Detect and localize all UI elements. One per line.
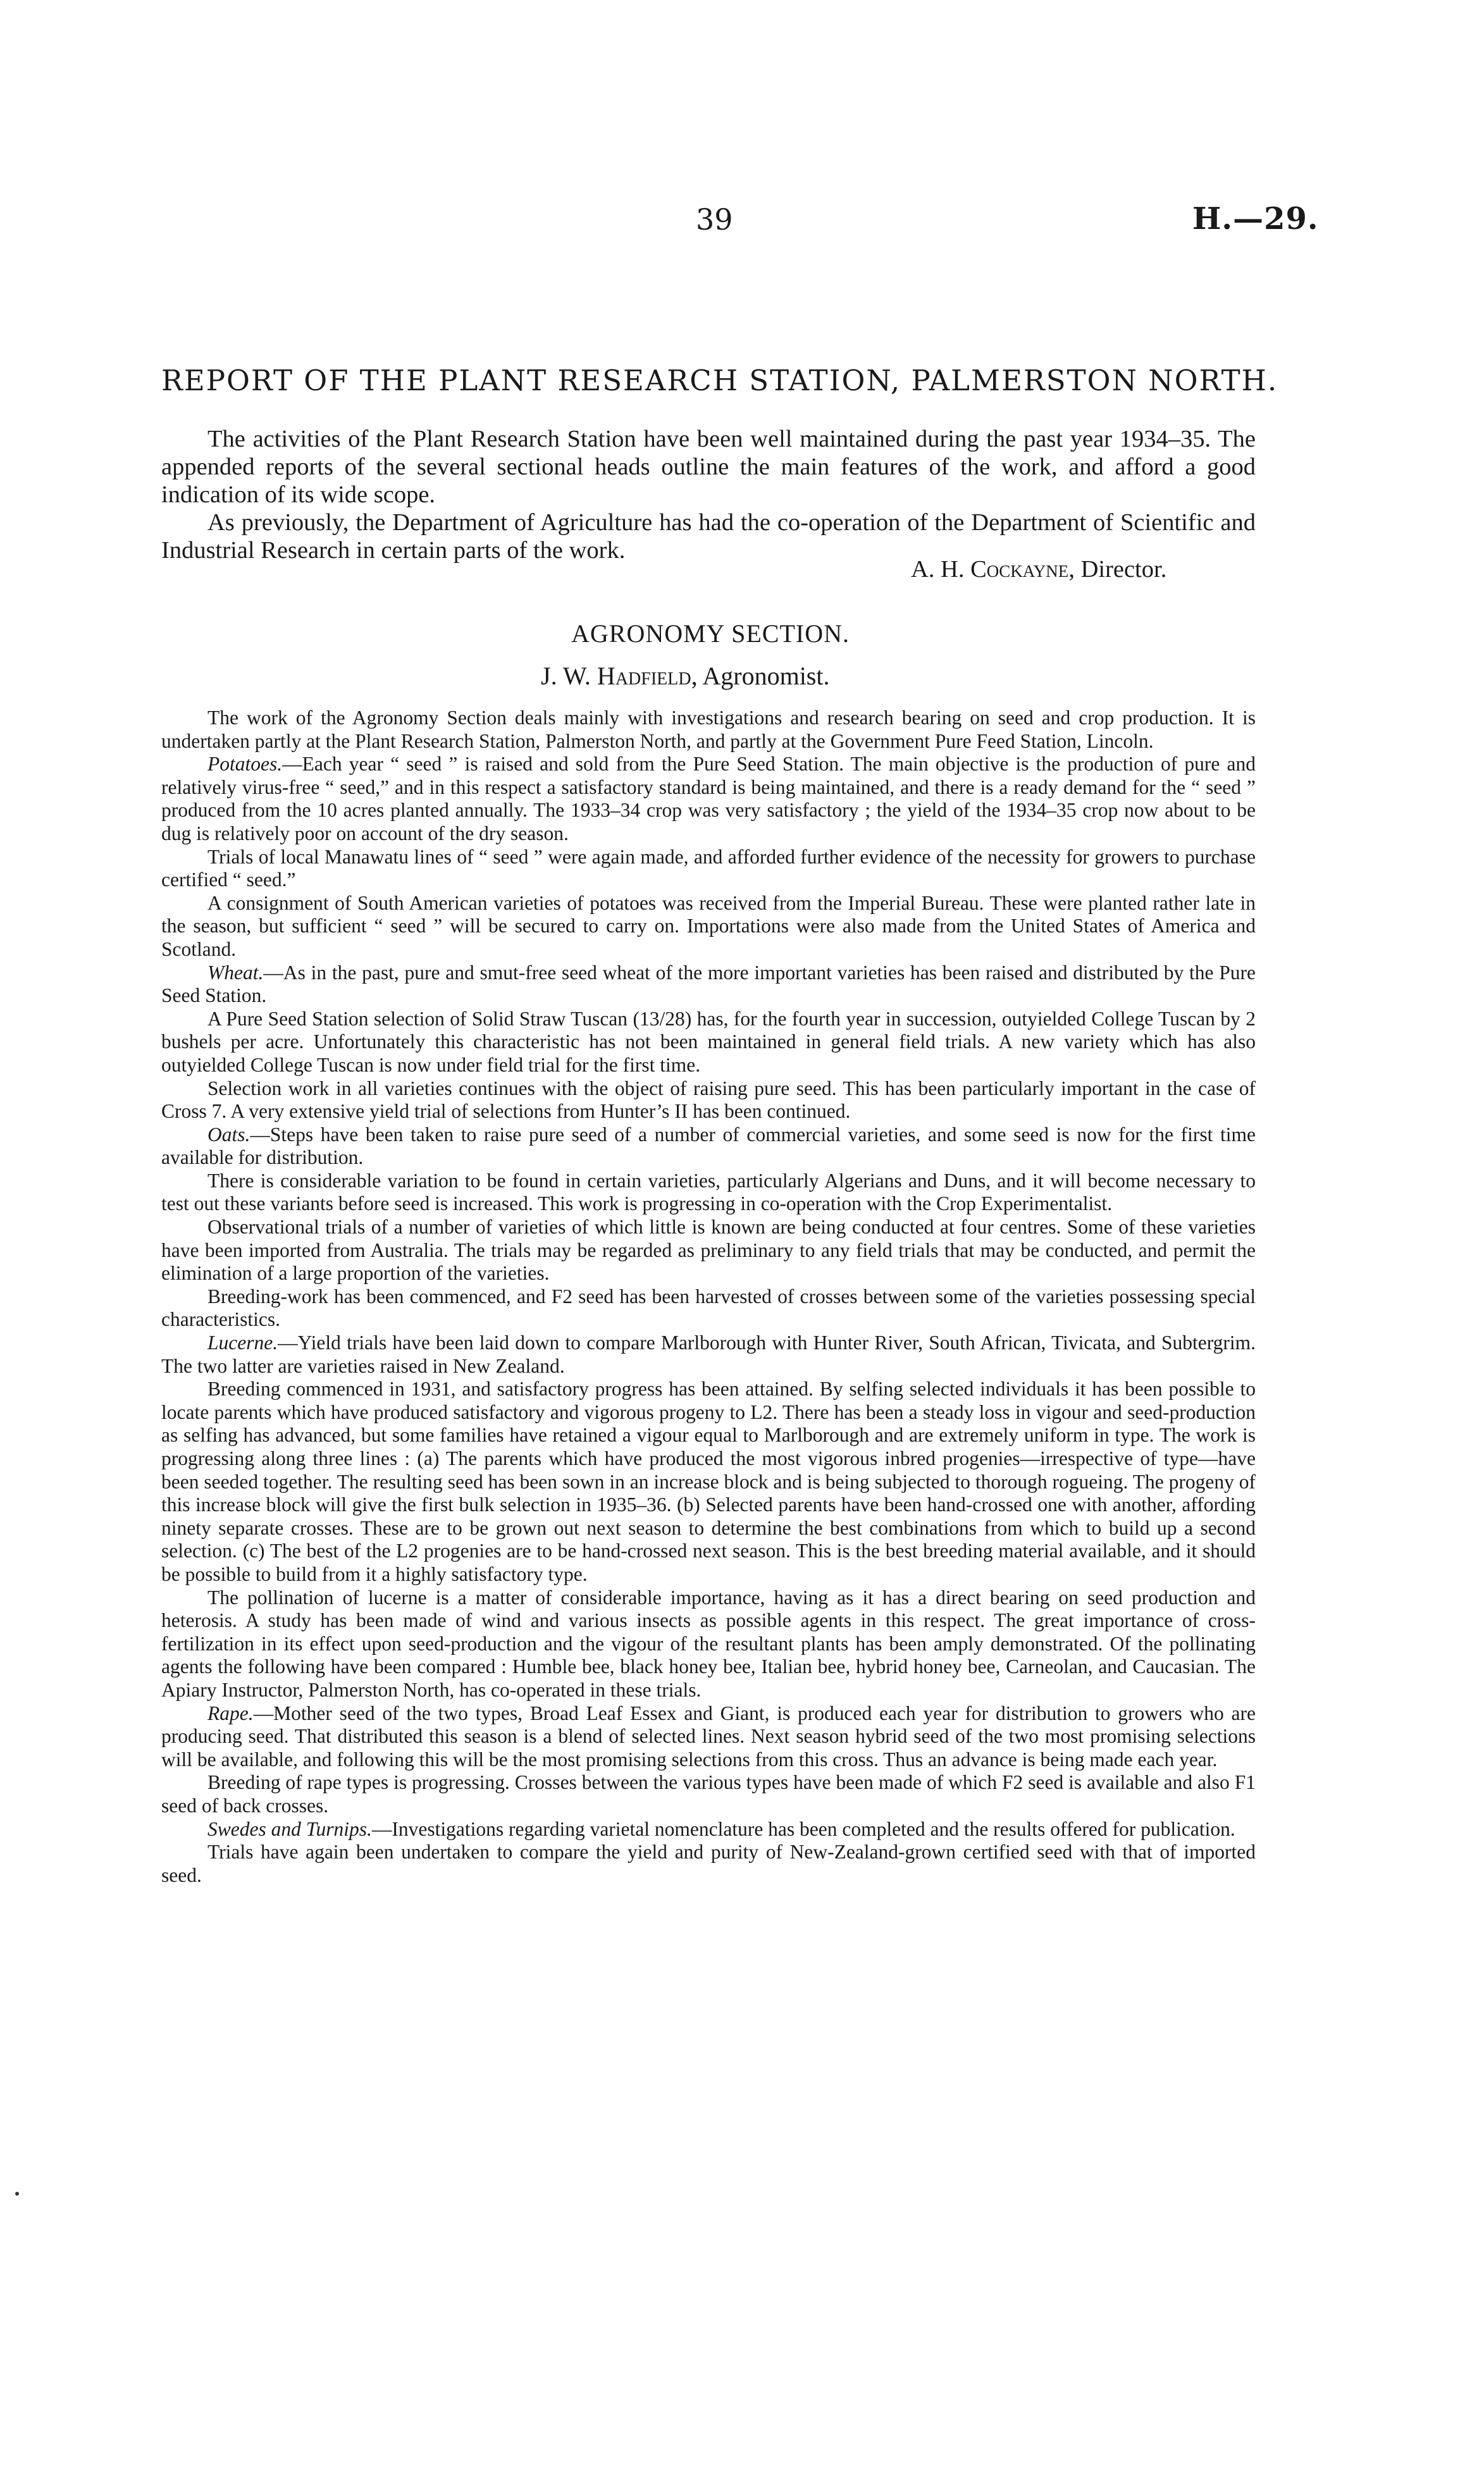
body-paragraph (161, 961, 1256, 1008)
paragraph-text: The work of the Agronomy Section deals mainly with investigations and research bearing on seed and crop production. It is undertaken partly at the Plant Research Station, Palmerston North, and partly at the Government Pure Feed Station, Lincoln. (161, 707, 1256, 752)
document-reference: H.—29. (1192, 201, 1319, 237)
body-paragraph (161, 1818, 1256, 1841)
body-paragraph (161, 1008, 1256, 1077)
paragraph-text: Selection work in all varieties continues with the object of raising pure seed. This has been particularly important in the case of Cross 7. A very extensive yield trial of selections from Hunter’s II has been continued. (161, 1077, 1256, 1123)
paragraph-lead-heading: Oats. (207, 1123, 250, 1146)
paragraph-lead-heading: Wheat. (207, 961, 264, 984)
paragraph-text: Trials have again been undertaken to compare the yield and purity of New-Zealand-grown certified seed with that of imported seed. (161, 1841, 1256, 1886)
body-paragraph (161, 1586, 1256, 1702)
body-paragraph (161, 1702, 1256, 1772)
paragraph-text: There is considerable variation to be found in certain varieties, particularly Algerians and Duns, and it will become necessary to test out these variants before seed is increased. This work is progressing in co-operation with the Crop Experimentalist. (161, 1169, 1256, 1215)
body-paragraph (161, 1841, 1256, 1887)
paragraph-lead-heading: Lucerne. (207, 1332, 278, 1354)
report-introduction (161, 425, 1256, 564)
report-title: REPORT OF THE PLANT RESEARCH STATION, PALMERSTON NORTH. (161, 364, 1278, 397)
paragraph-text: —Steps have been taken to raise pure seed of a number of commercial varieties, and some seed is now for the first time available for distribution. (161, 1123, 1256, 1169)
paragraph-text: Trials of local Manawatu lines of “ seed ” were again made, and afforded further evidence of the necessity for growers to purchase certified “ seed.” (161, 845, 1256, 891)
paragraph-text: —As in the past, pure and smut-free seed wheat of the more important varieties has been raised and distributed by the Pure Seed Station. (161, 961, 1256, 1007)
body-paragraph (161, 1123, 1256, 1170)
body-paragraph (161, 1332, 1256, 1378)
author-name: J. W. Hadfield (541, 662, 691, 690)
paragraph-text: —Yield trials have been laid down to compare Marlborough with Hunter River, South African, Tivicata, and Subtergrim. The two latter are varieties raised in New Zealand. (161, 1332, 1256, 1377)
director-signature (911, 555, 1166, 583)
author-role: , Agronomist. (691, 662, 830, 690)
signature-name: A. H. Cockayne (911, 556, 1069, 583)
paragraph-text: The pollination of lucerne is a matter of considerable importance, having as it has a direct bearing on seed production and heterosis. A study has been made of wind and various insects as possible agents in this respect. The great importance of cross-fertilization in its effect upon seed-production and the vigour of the resultant plants has been amply demonstrated. Of the pollinating agents the following have been compared : Humble bee, black honey bee, Italian bee, hybrid honey bee, Carneolan, and Caucasian. The Apiary Instructor, Palmerston North, has co-operated in these trials. (161, 1586, 1256, 1701)
paragraph-lead-heading: Rape. (207, 1702, 254, 1724)
paragraph-text: —Investigations regarding varietal nomenclature has been completed and the results offered for publication. (371, 1817, 1235, 1840)
paragraph-text: Breeding commenced in 1931, and satisfactory progress has been attained. By selfing selected individuals it has been possible to locate parents which have produced satisfactory and vigorous progeny to L2. There has been a steady loss in vigour and seed-production as selfing has advanced, but some families have retained a vigour equal to Marlborough and are extremely uniform in type. The work is progressing along three lines : (a) The parents which have produced the most vigorous inbred progenies—irrespective of type—have been seeded together. The resulting seed has been sown in an increase block and is being subjected to thorough rogueing. The progeny of this increase block will give the first bulk selection in 1935–36. (b) Selected parents have been hand-crossed one with another, affording ninety separate crosses. These are to be grown out next season to determine the best combinations from which to build up a second selection. (c) The best of the L2 progenies are to be hand-crossed next season. This is the best breeding material available, and it should be possible to build from it a highly satisfactory type. (161, 1378, 1256, 1585)
signature-role: , Director. (1068, 556, 1167, 583)
section-title: AGRONOMY SECTION. (571, 619, 850, 648)
body-paragraph (161, 707, 1256, 753)
paragraph-lead-heading: Swedes and Turnips. (207, 1817, 372, 1840)
paragraph-text: Observational trials of a number of varieties of which little is known are being conducted at four centres. Some of these varieties have been imported from Australia. The trials may be regarded as preliminary to any field trials that may be conducted, and permit the elimination of a large proportion of the varieties. (161, 1216, 1256, 1285)
page-number: 39 (696, 202, 733, 237)
paragraph-lead-heading: Potatoes. (207, 753, 283, 776)
paragraph-text: Breeding of rape types is progressing. Crosses between the various types have been made of which F2 seed is available and also F1 seed of back crosses. (161, 1771, 1256, 1817)
paragraph-text: —Each year “ seed ” is raised and sold from the Pure Seed Station. The main objective is the production of pure and relatively virus-free “ seed,” and in this respect a satisfactory standard is being maintained, and there is a ready demand for the “ seed ” produced from the 10 acres planted annually. The 1933–34 crop was very satisfactory ; the yield of the 1934–35 crop now about to be dug is relatively poor on account of the dry season. (161, 753, 1256, 844)
body-paragraph (161, 1285, 1256, 1332)
body-paragraph (161, 1771, 1256, 1817)
body-paragraph (161, 846, 1256, 892)
section-author (541, 661, 829, 691)
margin-mark (15, 2192, 19, 2196)
body-paragraph (161, 1170, 1256, 1216)
intro-paragraph: As previously, the Department of Agriculture has had the co-operation of the Department of Scientific and Industrial Research in certain parts of the work. (161, 509, 1256, 564)
intro-paragraph: The activities of the Plant Research Station have been well maintained during the past year 1934–35. The appended reports of the several sectional heads outline the main features of the work, and afford a good indication of its wide scope. (161, 426, 1256, 508)
paragraph-text: A consignment of South American varieties of potatoes was received from the Imperial Bureau. These were planted rather late in the season, but sufficient “ seed ” will be secured to carry on. Importations were also made from the United States of America and Scotland. (161, 891, 1256, 960)
paragraph-text: —Mother seed of the two types, Broad Leaf Essex and Giant, is produced each year for distribution to growers who are producing seed. That distributed this season is a blend of selected lines. Next season hybrid seed of the two most promising selections will be available, and following this will be the most promising selections from this cross. Thus an advance is being made each year. (161, 1702, 1256, 1771)
paragraph-text: Breeding-work has been commenced, and F2 seed has been harvested of crosses between some of the varieties possessing special characteristics. (161, 1285, 1256, 1331)
body-paragraph (161, 1378, 1256, 1586)
body-paragraph (161, 1077, 1256, 1123)
body-paragraph (161, 753, 1256, 845)
section-body (161, 707, 1256, 1887)
paragraph-text: A Pure Seed Station selection of Solid Straw Tuscan (13/28) has, for the fourth year in succession, outyielded College Tuscan by 2 bushels per acre. Unfortunately this characteristic has not been maintained in general field trials. A new variety which has also outyielded College Tuscan is now under field trial for the first time. (161, 1007, 1256, 1076)
body-paragraph (161, 1216, 1256, 1285)
body-paragraph (161, 892, 1256, 961)
